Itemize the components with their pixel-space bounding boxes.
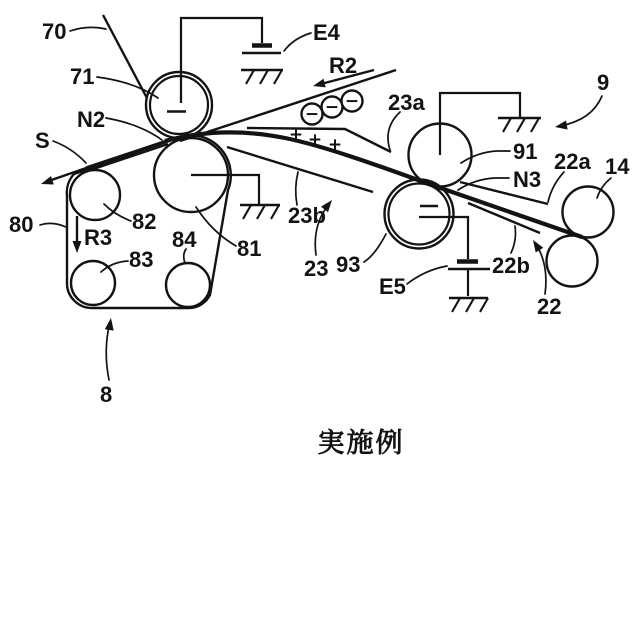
leader-23a <box>388 112 400 150</box>
arrow-22-shaft <box>536 244 546 294</box>
ground-81-hatches <box>243 205 279 219</box>
label-r3: R3 <box>84 225 113 250</box>
ground-91-hatches <box>503 118 539 132</box>
roller-83 <box>71 261 115 305</box>
label-e5: E5 <box>379 274 406 299</box>
leader-22a <box>548 172 564 202</box>
leader-e4 <box>284 33 311 51</box>
label-s: S <box>35 128 50 153</box>
label-22a: 22a <box>554 149 591 174</box>
label-23b: 23b <box>288 203 326 228</box>
arrow-r3-head <box>73 241 82 253</box>
arrow-8-head <box>105 318 114 331</box>
leader-81 <box>196 207 236 246</box>
plus-symbol-2: + <box>307 130 323 150</box>
label-82: 82 <box>132 209 157 234</box>
leader-80 <box>40 223 66 227</box>
arrow-8-shaft <box>106 322 110 380</box>
label-23: 23 <box>304 256 329 281</box>
leader-23b <box>296 172 298 205</box>
label-91: 91 <box>513 139 538 164</box>
e5-ground-hatches <box>452 298 488 312</box>
figure-caption: 実施例 <box>317 428 405 458</box>
roller-82 <box>70 170 120 220</box>
blade-70-line <box>103 15 148 100</box>
minus-symbol-1: − <box>304 104 320 125</box>
sheet-s-arrowhead <box>41 176 54 185</box>
roller-14 <box>563 187 614 238</box>
arrow-9-head <box>555 121 568 130</box>
web-23b-line <box>227 147 373 192</box>
label-14: 14 <box>605 154 630 179</box>
label-83: 83 <box>129 247 154 272</box>
plus-symbol-1: + <box>288 125 304 145</box>
minus-symbol-3: − <box>344 91 360 112</box>
leader-s <box>53 141 86 163</box>
label-80: 80 <box>9 212 34 237</box>
r2-arrowhead <box>313 79 326 88</box>
label-8: 8 <box>100 382 113 407</box>
roller-22-lower <box>547 236 598 287</box>
roller-71-outer <box>146 72 212 138</box>
label-70: 70 <box>42 19 67 44</box>
arrow-9-shaft <box>560 96 602 126</box>
label-n2: N2 <box>77 107 106 132</box>
label-9: 9 <box>597 70 610 95</box>
leader-70 <box>70 27 106 31</box>
leader-93 <box>364 234 386 262</box>
label-81: 81 <box>237 236 262 261</box>
label-e4: E4 <box>313 20 340 45</box>
label-22b: 22b <box>492 253 530 278</box>
label-84: 84 <box>172 227 197 252</box>
leader-e5 <box>407 266 447 284</box>
label-93: 93 <box>336 252 361 277</box>
minus-symbol-2: − <box>324 97 340 118</box>
e4-ground-hatches <box>246 70 282 84</box>
plus-symbol-3: + <box>327 135 343 155</box>
label-71: 71 <box>70 64 95 89</box>
label-r2: R2 <box>329 53 358 78</box>
leader-22b <box>511 226 516 253</box>
arrow-22-head <box>533 240 543 253</box>
label-22: 22 <box>537 294 562 319</box>
label-n3: N3 <box>513 167 542 192</box>
roller-84 <box>166 263 210 307</box>
label-23a: 23a <box>388 90 425 115</box>
